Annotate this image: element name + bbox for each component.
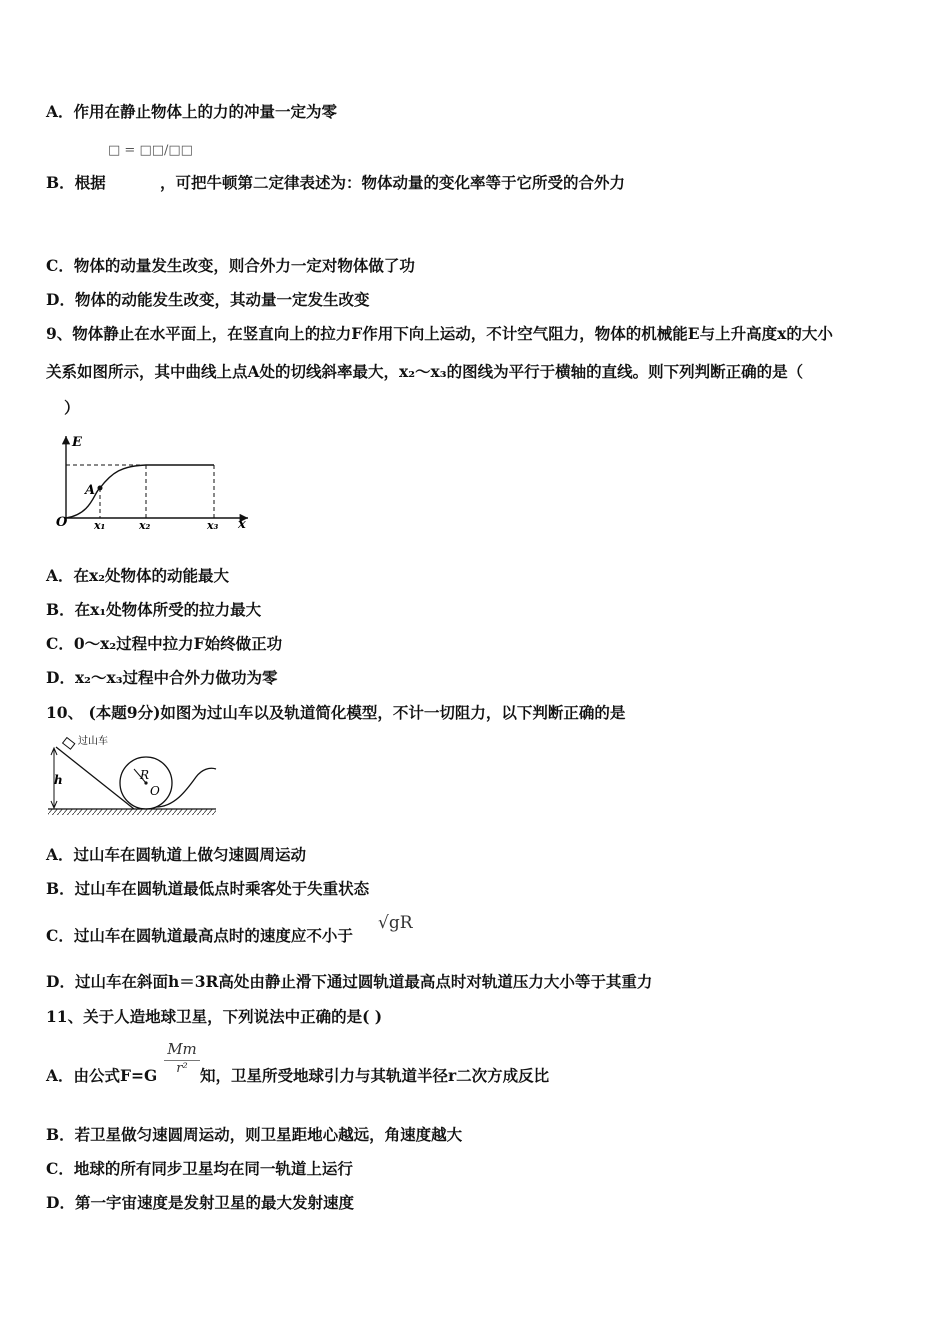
q9-energy-height-graph [52,430,257,532]
q8-option-b-prefix: B．根据 [46,173,106,192]
q9-stem-line3: ） [64,398,80,417]
point-a-dot [98,486,103,491]
origin-label: O [56,515,68,530]
q10-option-c: C．过山车在圆轨道最高点时的速度应不小于 [46,926,353,945]
q10-stem: 10、 (本题9分)如图为过山车以及轨道简化模型，不计一切阻力，以下判断正确的是 [46,703,626,722]
q10-roller-coaster-diagram [44,735,220,821]
q8-option-c: C．物体的动量发生改变，则合外力一定对物体做了功 [46,256,415,275]
q8-option-b-suffix: ，可把牛顿第二定律表述为：物体动量的变化率等于它所受的合外力 [160,173,626,192]
q9-option-c: C．0～x₂过程中拉力F始终做正功 [46,634,283,653]
fraction-denominator: r² [176,1061,188,1076]
tick-x3: x₃ [207,519,219,532]
q9-stem-line1: 9、物体静止在水平面上，在竖直向上的拉力F作用下向上运动，不计空气阻力，物体的机械能E与上升高度x的大小 [46,324,833,343]
q11-stem: 11、关于人造地球卫星，下列说法中正确的是( ) [46,1007,383,1026]
q8-option-a: A．作用在静止物体上的力的冲量一定为零 [46,102,338,121]
q11-option-b: B．若卫星做匀速圆周运动，则卫星距地心越远，角速度越大 [46,1125,463,1144]
q8-formula: □ = □□/□□ [108,143,193,158]
q10-sqrt-gr: √gR [378,913,413,933]
q8-option-d: D．物体的动能发生改变，其动量一定发生改变 [46,290,370,309]
q10-option-b: B．过山车在圆轨道最低点时乘客处于失重状态 [46,879,370,898]
q9-option-b: B．在x₁处物体所受的拉力最大 [46,600,262,619]
q9-option-d: D．x₂～x₃过程中合外力做功为零 [46,668,278,687]
point-a-label: A [85,483,96,498]
car-label: 过山车 [78,736,108,747]
height-label: h [54,773,63,787]
q10-option-d: D．过山车在斜面h＝3R高处由静止滑下通过圆轨道最高点时对轨道压力大小等于其重力 [46,972,653,991]
q11-fraction [164,1040,200,1076]
tick-x1: x₁ [94,519,106,532]
x-axis-label: x [238,517,246,532]
track-slope [56,747,134,809]
q11-option-a-suffix: 知，卫星所受地球引力与其轨道半径r二次方成反比 [200,1066,550,1085]
y-axis-label: E [72,435,82,450]
q11-option-d: D．第一宇宙速度是发射卫星的最大发射速度 [46,1193,354,1212]
q10-option-a: A．过山车在圆轨道上做匀速圆周运动 [46,845,307,864]
fraction-numerator: Mm [164,1040,200,1061]
q9-stem-line2: 关系如图所示，其中曲线上点A处的切线斜率最大，x₂～x₃的图线为平行于横轴的直线。则下列判断正确的是（ [46,362,804,381]
tick-x2: x₂ [139,519,151,532]
q11-option-a-prefix: A．由公式F=G [46,1066,158,1085]
q9-option-a: A．在x₂处物体的动能最大 [46,566,230,585]
center-label: O [150,784,160,798]
q11-option-c: C．地球的所有同步卫星均在同一轨道上运行 [46,1159,353,1178]
ground-hatching [48,809,216,815]
coaster-car [63,738,75,750]
radius-label: R [140,768,150,782]
